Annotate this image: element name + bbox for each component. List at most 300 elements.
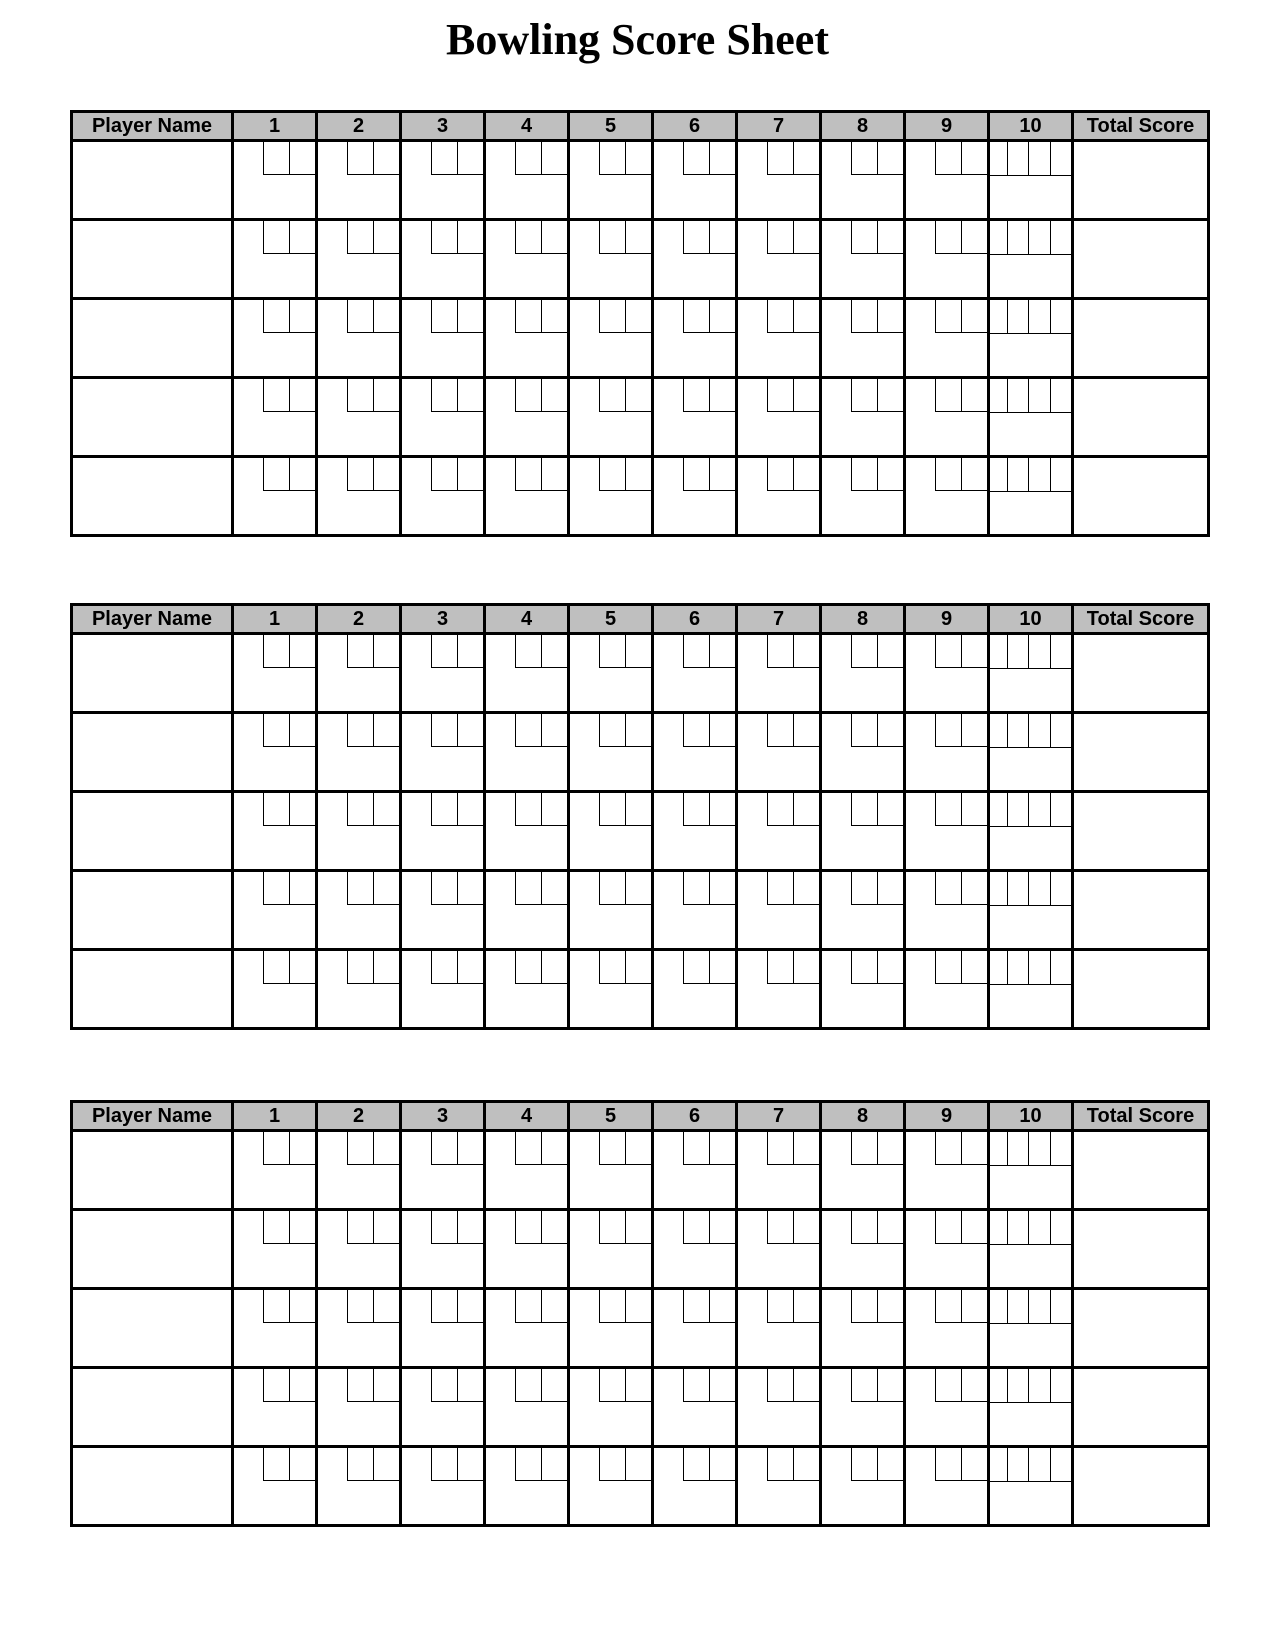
throw-box-2[interactable] bbox=[373, 951, 399, 984]
throw-box-1[interactable] bbox=[935, 300, 961, 333]
frame-cell-6[interactable] bbox=[653, 220, 737, 299]
frame-cell-5[interactable] bbox=[569, 1368, 653, 1447]
throw-box-1[interactable] bbox=[599, 1211, 625, 1244]
throw-box-1[interactable] bbox=[431, 872, 457, 905]
frame-cell-3[interactable] bbox=[401, 1131, 485, 1210]
throw-box-2[interactable] bbox=[625, 793, 651, 826]
throw-box-1[interactable] bbox=[935, 793, 961, 826]
throw-box-2[interactable] bbox=[793, 714, 819, 747]
throw-box-1[interactable] bbox=[683, 458, 709, 491]
throw-box-2[interactable] bbox=[961, 221, 987, 254]
throw-box-1[interactable] bbox=[935, 379, 961, 412]
throw-box-1[interactable] bbox=[599, 142, 625, 175]
throw-box-2[interactable] bbox=[709, 379, 735, 412]
frame-cell-9[interactable] bbox=[905, 792, 989, 871]
frame-cell-1[interactable] bbox=[233, 378, 317, 457]
throw-box-3[interactable] bbox=[1050, 142, 1072, 175]
frame-cell-2[interactable] bbox=[317, 378, 401, 457]
frame-cell-2[interactable] bbox=[317, 1447, 401, 1526]
throw-box-2[interactable] bbox=[457, 1290, 483, 1323]
throw-box-1[interactable] bbox=[935, 142, 961, 175]
frame-cell-8[interactable] bbox=[821, 1447, 905, 1526]
throw-box-1[interactable] bbox=[683, 714, 709, 747]
frame-cell-7[interactable] bbox=[737, 378, 821, 457]
throw-box-2[interactable] bbox=[877, 458, 903, 491]
throw-box-2[interactable] bbox=[541, 635, 567, 668]
frame-cell-8[interactable] bbox=[821, 1210, 905, 1289]
frame-cell-10[interactable] bbox=[989, 141, 1073, 220]
throw-box-1[interactable] bbox=[347, 1132, 373, 1165]
frame-cell-9[interactable] bbox=[905, 1447, 989, 1526]
throw-box-3[interactable] bbox=[1050, 1369, 1072, 1402]
frame-cell-6[interactable] bbox=[653, 1289, 737, 1368]
throw-box-2[interactable] bbox=[709, 1211, 735, 1244]
throw-box-2[interactable] bbox=[877, 872, 903, 905]
throw-box-2[interactable] bbox=[877, 1290, 903, 1323]
throw-box-3[interactable] bbox=[1050, 872, 1072, 905]
throw-box-1[interactable] bbox=[431, 793, 457, 826]
throw-box-2[interactable] bbox=[1028, 1290, 1050, 1323]
frame-cell-5[interactable] bbox=[569, 1289, 653, 1368]
frame-cell-3[interactable] bbox=[401, 378, 485, 457]
throw-box-1[interactable] bbox=[851, 1448, 877, 1481]
throw-box-2[interactable] bbox=[625, 951, 651, 984]
frame-cell-10[interactable] bbox=[989, 1210, 1073, 1289]
throw-box-2[interactable] bbox=[457, 221, 483, 254]
throw-box-1[interactable] bbox=[431, 635, 457, 668]
throw-box-1[interactable] bbox=[431, 221, 457, 254]
frame-cell-1[interactable] bbox=[233, 220, 317, 299]
throw-box-1[interactable] bbox=[599, 951, 625, 984]
frame-cell-8[interactable] bbox=[821, 457, 905, 536]
throw-box-1[interactable] bbox=[1007, 142, 1029, 175]
throw-box-2[interactable] bbox=[541, 1211, 567, 1244]
throw-box-1[interactable] bbox=[263, 951, 289, 984]
throw-box-2[interactable] bbox=[625, 379, 651, 412]
throw-box-2[interactable] bbox=[1028, 1369, 1050, 1402]
throw-box-2[interactable] bbox=[793, 1369, 819, 1402]
throw-box-2[interactable] bbox=[1028, 379, 1050, 412]
throw-box-1[interactable] bbox=[263, 793, 289, 826]
throw-box-2[interactable] bbox=[625, 300, 651, 333]
throw-box-2[interactable] bbox=[793, 1211, 819, 1244]
frame-cell-6[interactable] bbox=[653, 141, 737, 220]
throw-box-3[interactable] bbox=[1050, 714, 1072, 747]
throw-box-2[interactable] bbox=[541, 1448, 567, 1481]
throw-box-2[interactable] bbox=[961, 793, 987, 826]
throw-box-1[interactable] bbox=[767, 1448, 793, 1481]
frame-cell-3[interactable] bbox=[401, 713, 485, 792]
throw-box-2[interactable] bbox=[457, 793, 483, 826]
throw-box-1[interactable] bbox=[935, 951, 961, 984]
throw-box-3[interactable] bbox=[1050, 1290, 1072, 1323]
frame-cell-7[interactable] bbox=[737, 792, 821, 871]
frame-cell-10[interactable] bbox=[989, 1131, 1073, 1210]
throw-box-2[interactable] bbox=[289, 1211, 315, 1244]
frame-cell-9[interactable] bbox=[905, 634, 989, 713]
throw-box-2[interactable] bbox=[457, 1132, 483, 1165]
frame-cell-1[interactable] bbox=[233, 1131, 317, 1210]
throw-box-2[interactable] bbox=[877, 1448, 903, 1481]
throw-box-2[interactable] bbox=[1028, 793, 1050, 826]
throw-box-1[interactable] bbox=[599, 872, 625, 905]
throw-box-1[interactable] bbox=[515, 300, 541, 333]
throw-box-1[interactable] bbox=[1007, 1132, 1029, 1165]
throw-box-1[interactable] bbox=[347, 142, 373, 175]
throw-box-3[interactable] bbox=[1050, 635, 1072, 668]
frame-cell-10[interactable] bbox=[989, 792, 1073, 871]
throw-box-2[interactable] bbox=[541, 1132, 567, 1165]
frame-cell-4[interactable] bbox=[485, 1368, 569, 1447]
frame-cell-2[interactable] bbox=[317, 1210, 401, 1289]
player-name-cell[interactable] bbox=[72, 1289, 233, 1368]
frame-cell-8[interactable] bbox=[821, 792, 905, 871]
throw-box-2[interactable] bbox=[541, 793, 567, 826]
throw-box-1[interactable] bbox=[683, 1369, 709, 1402]
throw-box-1[interactable] bbox=[599, 793, 625, 826]
frame-cell-5[interactable] bbox=[569, 950, 653, 1029]
throw-box-1[interactable] bbox=[683, 1132, 709, 1165]
throw-box-1[interactable] bbox=[347, 458, 373, 491]
total-score-cell[interactable] bbox=[1073, 378, 1209, 457]
total-score-cell[interactable] bbox=[1073, 634, 1209, 713]
throw-box-1[interactable] bbox=[1007, 221, 1029, 254]
throw-box-2[interactable] bbox=[793, 1448, 819, 1481]
throw-box-2[interactable] bbox=[961, 379, 987, 412]
throw-box-1[interactable] bbox=[683, 872, 709, 905]
throw-box-2[interactable] bbox=[373, 142, 399, 175]
throw-box-2[interactable] bbox=[457, 951, 483, 984]
throw-box-2[interactable] bbox=[541, 1369, 567, 1402]
throw-box-2[interactable] bbox=[709, 458, 735, 491]
throw-box-2[interactable] bbox=[457, 1211, 483, 1244]
throw-box-2[interactable] bbox=[961, 1448, 987, 1481]
frame-cell-1[interactable] bbox=[233, 950, 317, 1029]
frame-cell-4[interactable] bbox=[485, 1447, 569, 1526]
frame-cell-3[interactable] bbox=[401, 792, 485, 871]
throw-box-2[interactable] bbox=[289, 458, 315, 491]
frame-cell-6[interactable] bbox=[653, 634, 737, 713]
throw-box-1[interactable] bbox=[935, 1290, 961, 1323]
frame-cell-2[interactable] bbox=[317, 634, 401, 713]
frame-cell-5[interactable] bbox=[569, 457, 653, 536]
frame-cell-1[interactable] bbox=[233, 792, 317, 871]
frame-cell-4[interactable] bbox=[485, 1210, 569, 1289]
frame-cell-2[interactable] bbox=[317, 950, 401, 1029]
throw-box-1[interactable] bbox=[347, 221, 373, 254]
frame-cell-2[interactable] bbox=[317, 457, 401, 536]
frame-cell-8[interactable] bbox=[821, 220, 905, 299]
frame-cell-9[interactable] bbox=[905, 378, 989, 457]
throw-box-1[interactable] bbox=[767, 1211, 793, 1244]
throw-box-2[interactable] bbox=[793, 635, 819, 668]
throw-box-2[interactable] bbox=[709, 714, 735, 747]
throw-box-2[interactable] bbox=[1028, 951, 1050, 984]
throw-box-2[interactable] bbox=[709, 1132, 735, 1165]
frame-cell-1[interactable] bbox=[233, 871, 317, 950]
throw-box-2[interactable] bbox=[709, 1290, 735, 1323]
throw-box-1[interactable] bbox=[431, 300, 457, 333]
frame-cell-10[interactable] bbox=[989, 1289, 1073, 1368]
frame-cell-1[interactable] bbox=[233, 1447, 317, 1526]
throw-box-3[interactable] bbox=[1050, 1132, 1072, 1165]
frame-cell-8[interactable] bbox=[821, 634, 905, 713]
throw-box-2[interactable] bbox=[289, 1132, 315, 1165]
throw-box-1[interactable] bbox=[1007, 714, 1029, 747]
throw-box-1[interactable] bbox=[851, 793, 877, 826]
frame-cell-9[interactable] bbox=[905, 950, 989, 1029]
throw-box-2[interactable] bbox=[1028, 1211, 1050, 1244]
frame-cell-8[interactable] bbox=[821, 141, 905, 220]
frame-cell-9[interactable] bbox=[905, 1368, 989, 1447]
throw-box-1[interactable] bbox=[599, 1369, 625, 1402]
frame-cell-2[interactable] bbox=[317, 299, 401, 378]
frame-cell-10[interactable] bbox=[989, 1368, 1073, 1447]
frame-cell-2[interactable] bbox=[317, 141, 401, 220]
throw-box-1[interactable] bbox=[767, 1290, 793, 1323]
throw-box-2[interactable] bbox=[709, 951, 735, 984]
throw-box-1[interactable] bbox=[599, 300, 625, 333]
frame-cell-3[interactable] bbox=[401, 1210, 485, 1289]
throw-box-1[interactable] bbox=[935, 1132, 961, 1165]
throw-box-1[interactable] bbox=[935, 458, 961, 491]
frame-cell-3[interactable] bbox=[401, 634, 485, 713]
throw-box-3[interactable] bbox=[1050, 458, 1072, 491]
throw-box-1[interactable] bbox=[851, 635, 877, 668]
throw-box-2[interactable] bbox=[709, 221, 735, 254]
throw-box-1[interactable] bbox=[1007, 1369, 1029, 1402]
throw-box-1[interactable] bbox=[767, 379, 793, 412]
frame-cell-8[interactable] bbox=[821, 378, 905, 457]
throw-box-1[interactable] bbox=[599, 1448, 625, 1481]
throw-box-2[interactable] bbox=[1028, 142, 1050, 175]
throw-box-2[interactable] bbox=[289, 1448, 315, 1481]
frame-cell-6[interactable] bbox=[653, 1210, 737, 1289]
throw-box-1[interactable] bbox=[767, 793, 793, 826]
throw-box-2[interactable] bbox=[793, 1290, 819, 1323]
throw-box-2[interactable] bbox=[373, 1448, 399, 1481]
frame-cell-3[interactable] bbox=[401, 871, 485, 950]
throw-box-1[interactable] bbox=[851, 1369, 877, 1402]
frame-cell-6[interactable] bbox=[653, 871, 737, 950]
throw-box-1[interactable] bbox=[515, 1448, 541, 1481]
frame-cell-2[interactable] bbox=[317, 220, 401, 299]
throw-box-1[interactable] bbox=[851, 1211, 877, 1244]
frame-cell-8[interactable] bbox=[821, 713, 905, 792]
throw-box-2[interactable] bbox=[1028, 1448, 1050, 1481]
throw-box-1[interactable] bbox=[347, 379, 373, 412]
throw-box-1[interactable] bbox=[599, 635, 625, 668]
throw-box-2[interactable] bbox=[625, 1290, 651, 1323]
throw-box-1[interactable] bbox=[263, 714, 289, 747]
frame-cell-10[interactable] bbox=[989, 1447, 1073, 1526]
frame-cell-8[interactable] bbox=[821, 1289, 905, 1368]
throw-box-1[interactable] bbox=[851, 872, 877, 905]
throw-box-2[interactable] bbox=[541, 221, 567, 254]
throw-box-1[interactable] bbox=[347, 951, 373, 984]
frame-cell-7[interactable] bbox=[737, 1447, 821, 1526]
throw-box-1[interactable] bbox=[767, 1132, 793, 1165]
frame-cell-4[interactable] bbox=[485, 378, 569, 457]
frame-cell-5[interactable] bbox=[569, 792, 653, 871]
throw-box-2[interactable] bbox=[961, 1132, 987, 1165]
frame-cell-10[interactable] bbox=[989, 220, 1073, 299]
throw-box-1[interactable] bbox=[683, 1448, 709, 1481]
player-name-cell[interactable] bbox=[72, 1447, 233, 1526]
throw-box-1[interactable] bbox=[431, 714, 457, 747]
frame-cell-7[interactable] bbox=[737, 1289, 821, 1368]
frame-cell-7[interactable] bbox=[737, 713, 821, 792]
throw-box-2[interactable] bbox=[709, 793, 735, 826]
frame-cell-6[interactable] bbox=[653, 950, 737, 1029]
frame-cell-7[interactable] bbox=[737, 634, 821, 713]
throw-box-1[interactable] bbox=[1007, 379, 1029, 412]
throw-box-2[interactable] bbox=[457, 300, 483, 333]
throw-box-2[interactable] bbox=[373, 379, 399, 412]
frame-cell-6[interactable] bbox=[653, 713, 737, 792]
frame-cell-8[interactable] bbox=[821, 1131, 905, 1210]
frame-cell-4[interactable] bbox=[485, 792, 569, 871]
throw-box-1[interactable] bbox=[431, 1369, 457, 1402]
throw-box-1[interactable] bbox=[683, 142, 709, 175]
frame-cell-10[interactable] bbox=[989, 950, 1073, 1029]
frame-cell-5[interactable] bbox=[569, 1131, 653, 1210]
throw-box-2[interactable] bbox=[709, 872, 735, 905]
throw-box-1[interactable] bbox=[1007, 300, 1029, 333]
throw-box-2[interactable] bbox=[457, 379, 483, 412]
throw-box-2[interactable] bbox=[457, 142, 483, 175]
total-score-cell[interactable] bbox=[1073, 713, 1209, 792]
player-name-cell[interactable] bbox=[72, 1131, 233, 1210]
throw-box-1[interactable] bbox=[347, 1448, 373, 1481]
frame-cell-3[interactable] bbox=[401, 1368, 485, 1447]
throw-box-1[interactable] bbox=[515, 1369, 541, 1402]
frame-cell-9[interactable] bbox=[905, 1131, 989, 1210]
throw-box-1[interactable] bbox=[515, 1132, 541, 1165]
frame-cell-5[interactable] bbox=[569, 871, 653, 950]
throw-box-2[interactable] bbox=[625, 142, 651, 175]
throw-box-2[interactable] bbox=[961, 872, 987, 905]
throw-box-1[interactable] bbox=[263, 1448, 289, 1481]
throw-box-1[interactable] bbox=[263, 1211, 289, 1244]
throw-box-1[interactable] bbox=[515, 872, 541, 905]
throw-box-1[interactable] bbox=[683, 1290, 709, 1323]
throw-box-1[interactable] bbox=[767, 458, 793, 491]
throw-box-2[interactable] bbox=[877, 1211, 903, 1244]
throw-box-2[interactable] bbox=[877, 379, 903, 412]
throw-box-1[interactable] bbox=[1007, 458, 1029, 491]
throw-box-1[interactable] bbox=[515, 1211, 541, 1244]
throw-box-1[interactable] bbox=[515, 379, 541, 412]
throw-box-1[interactable] bbox=[347, 300, 373, 333]
frame-cell-2[interactable] bbox=[317, 871, 401, 950]
player-name-cell[interactable] bbox=[72, 457, 233, 536]
throw-box-1[interactable] bbox=[263, 1290, 289, 1323]
throw-box-1[interactable] bbox=[599, 1290, 625, 1323]
player-name-cell[interactable] bbox=[72, 141, 233, 220]
throw-box-2[interactable] bbox=[373, 300, 399, 333]
total-score-cell[interactable] bbox=[1073, 457, 1209, 536]
throw-box-1[interactable] bbox=[683, 793, 709, 826]
throw-box-1[interactable] bbox=[347, 872, 373, 905]
frame-cell-1[interactable] bbox=[233, 457, 317, 536]
throw-box-1[interactable] bbox=[263, 458, 289, 491]
frame-cell-9[interactable] bbox=[905, 1210, 989, 1289]
throw-box-1[interactable] bbox=[431, 1290, 457, 1323]
total-score-cell[interactable] bbox=[1073, 1289, 1209, 1368]
throw-box-1[interactable] bbox=[347, 793, 373, 826]
frame-cell-9[interactable] bbox=[905, 1289, 989, 1368]
throw-box-2[interactable] bbox=[793, 221, 819, 254]
throw-box-2[interactable] bbox=[625, 221, 651, 254]
throw-box-2[interactable] bbox=[289, 221, 315, 254]
total-score-cell[interactable] bbox=[1073, 299, 1209, 378]
frame-cell-1[interactable] bbox=[233, 1210, 317, 1289]
throw-box-1[interactable] bbox=[683, 221, 709, 254]
throw-box-2[interactable] bbox=[961, 1211, 987, 1244]
throw-box-2[interactable] bbox=[1028, 635, 1050, 668]
throw-box-2[interactable] bbox=[877, 951, 903, 984]
frame-cell-1[interactable] bbox=[233, 634, 317, 713]
frame-cell-1[interactable] bbox=[233, 299, 317, 378]
frame-cell-8[interactable] bbox=[821, 299, 905, 378]
throw-box-2[interactable] bbox=[457, 458, 483, 491]
total-score-cell[interactable] bbox=[1073, 220, 1209, 299]
throw-box-1[interactable] bbox=[935, 872, 961, 905]
frame-cell-8[interactable] bbox=[821, 1368, 905, 1447]
total-score-cell[interactable] bbox=[1073, 1368, 1209, 1447]
throw-box-1[interactable] bbox=[263, 379, 289, 412]
throw-box-2[interactable] bbox=[1028, 872, 1050, 905]
throw-box-1[interactable] bbox=[431, 458, 457, 491]
throw-box-2[interactable] bbox=[289, 300, 315, 333]
throw-box-1[interactable] bbox=[515, 635, 541, 668]
throw-box-1[interactable] bbox=[515, 951, 541, 984]
frame-cell-10[interactable] bbox=[989, 378, 1073, 457]
throw-box-1[interactable] bbox=[599, 458, 625, 491]
frame-cell-7[interactable] bbox=[737, 1368, 821, 1447]
throw-box-2[interactable] bbox=[709, 142, 735, 175]
throw-box-2[interactable] bbox=[289, 635, 315, 668]
throw-box-1[interactable] bbox=[683, 379, 709, 412]
throw-box-2[interactable] bbox=[877, 714, 903, 747]
player-name-cell[interactable] bbox=[72, 713, 233, 792]
player-name-cell[interactable] bbox=[72, 299, 233, 378]
throw-box-1[interactable] bbox=[683, 300, 709, 333]
throw-box-1[interactable] bbox=[851, 142, 877, 175]
throw-box-2[interactable] bbox=[541, 458, 567, 491]
throw-box-1[interactable] bbox=[1007, 872, 1029, 905]
throw-box-2[interactable] bbox=[625, 1369, 651, 1402]
throw-box-2[interactable] bbox=[877, 142, 903, 175]
throw-box-1[interactable] bbox=[347, 635, 373, 668]
throw-box-2[interactable] bbox=[289, 872, 315, 905]
frame-cell-2[interactable] bbox=[317, 792, 401, 871]
throw-box-2[interactable] bbox=[961, 300, 987, 333]
throw-box-2[interactable] bbox=[709, 1448, 735, 1481]
throw-box-2[interactable] bbox=[961, 951, 987, 984]
throw-box-1[interactable] bbox=[767, 635, 793, 668]
frame-cell-1[interactable] bbox=[233, 141, 317, 220]
frame-cell-9[interactable] bbox=[905, 220, 989, 299]
throw-box-3[interactable] bbox=[1050, 793, 1072, 826]
frame-cell-6[interactable] bbox=[653, 299, 737, 378]
throw-box-2[interactable] bbox=[793, 872, 819, 905]
throw-box-2[interactable] bbox=[961, 458, 987, 491]
frame-cell-4[interactable] bbox=[485, 634, 569, 713]
throw-box-1[interactable] bbox=[263, 142, 289, 175]
throw-box-2[interactable] bbox=[961, 1290, 987, 1323]
